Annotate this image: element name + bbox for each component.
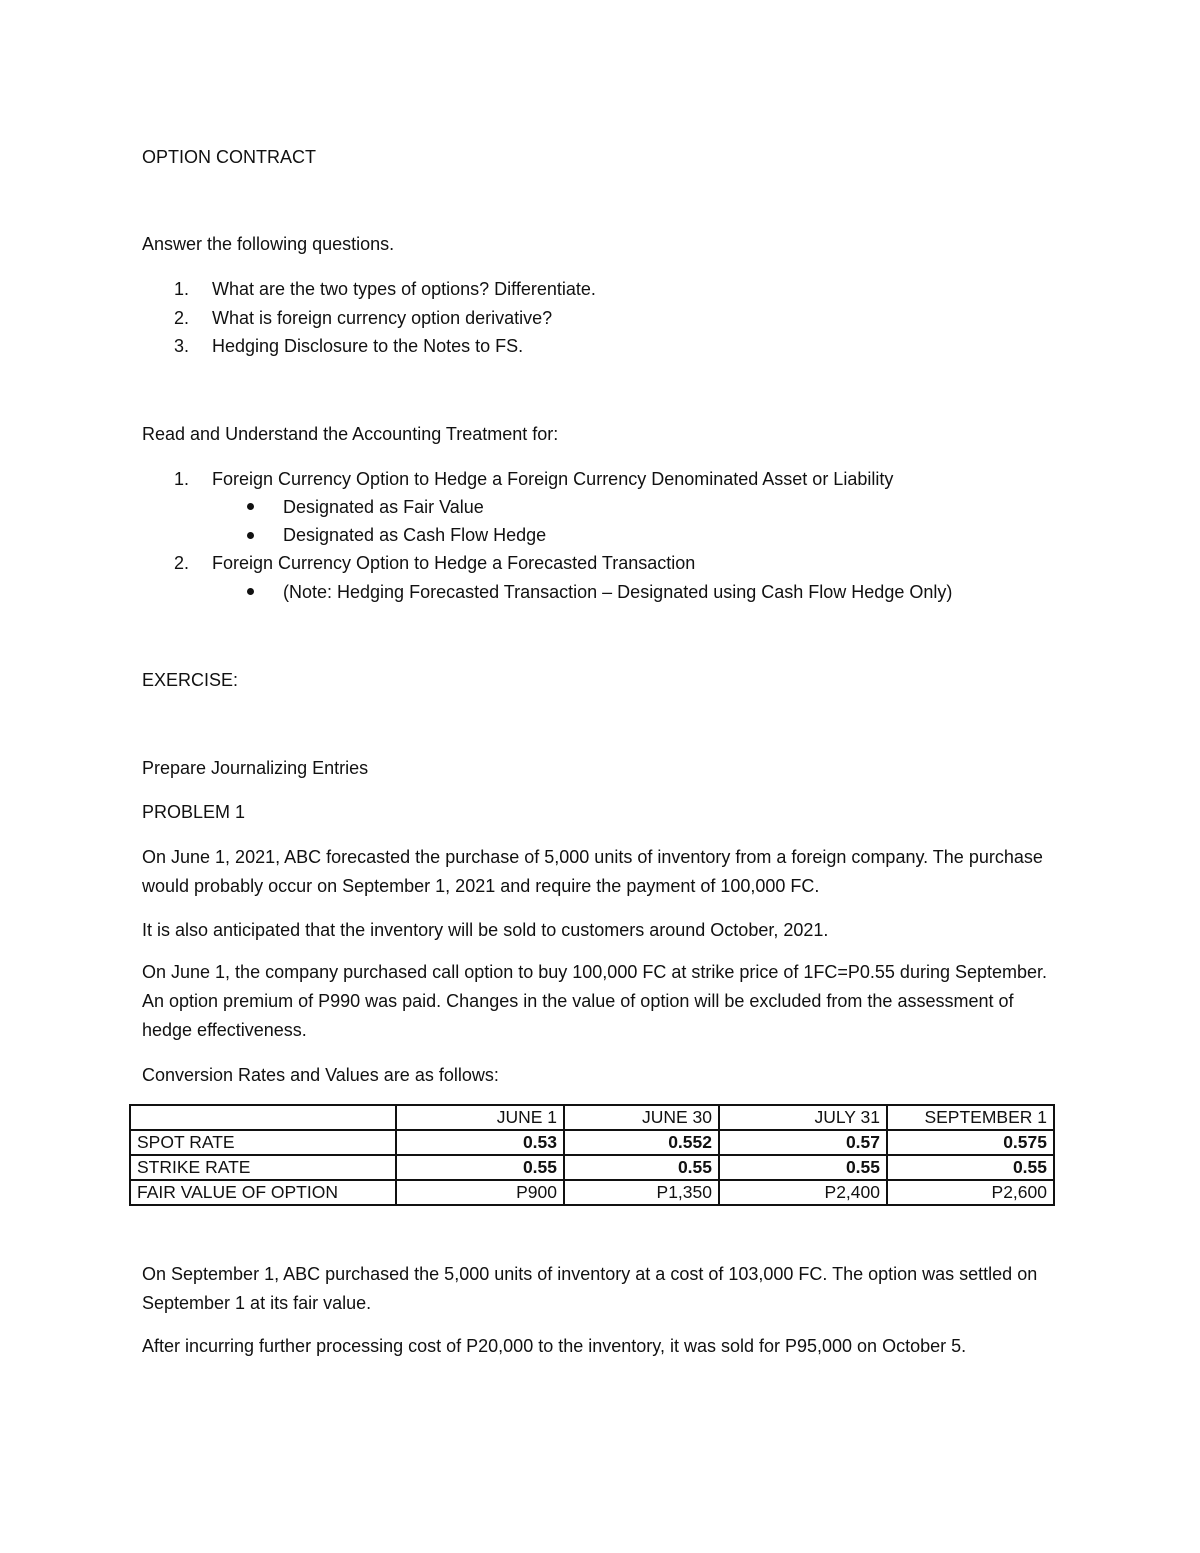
question-number: 2. bbox=[174, 308, 190, 328]
reading-subitem: (Note: Hedging Forecasted Transaction – Designated using Cash Flow Hedge Only) bbox=[283, 582, 953, 602]
table-header-cell bbox=[130, 1105, 396, 1130]
table-cell: 0.55 bbox=[719, 1155, 887, 1180]
reading-subitem: Designated as Fair Value bbox=[283, 497, 484, 517]
table-cell: 0.55 bbox=[396, 1155, 564, 1180]
bullet-icon bbox=[247, 503, 254, 510]
problem-paragraph: It is also anticipated that the inventory will be sold to customers around October, 2021. bbox=[142, 920, 829, 940]
problem-paragraph: On June 1, 2021, ABC forecasted the purchase of 5,000 units of inventory from a foreign company. The purchase would probably occur on September 1, 2021 and require the payment of 100,000 FC. bbox=[142, 847, 1043, 896]
question-number: 1. bbox=[174, 279, 190, 299]
table-cell: P900 bbox=[396, 1180, 564, 1205]
questions-intro: Answer the following questions. bbox=[142, 234, 395, 254]
table-cell: 0.575 bbox=[887, 1130, 1054, 1155]
conversion-rates-table bbox=[129, 1104, 1055, 1206]
table-header-row bbox=[130, 1105, 1054, 1130]
reading-item-text: Foreign Currency Option to Hedge a Forecasted Transaction bbox=[212, 553, 696, 573]
row-label: FAIR VALUE OF OPTION bbox=[130, 1180, 396, 1205]
table-header-cell: JULY 31 bbox=[719, 1105, 887, 1130]
question-text: Hedging Disclosure to the Notes to FS. bbox=[212, 336, 524, 356]
reading-subitem: Designated as Cash Flow Hedge bbox=[283, 525, 547, 545]
reading-intro: Read and Understand the Accounting Treatment for: bbox=[142, 424, 559, 444]
closing-paragraph: On September 1, ABC purchased the 5,000 units of inventory at a cost of 103,000 FC. The option was settled on September 1 at its fair value. bbox=[142, 1264, 1038, 1313]
table-row bbox=[130, 1180, 1054, 1205]
table-cell: 0.552 bbox=[564, 1130, 719, 1155]
table-cell: 0.57 bbox=[719, 1130, 887, 1155]
exercise-heading: EXERCISE: bbox=[142, 670, 239, 690]
table-row bbox=[130, 1130, 1054, 1155]
table-cell: P2,400 bbox=[719, 1180, 887, 1205]
row-label: STRIKE RATE bbox=[130, 1155, 396, 1180]
table-cell: 0.55 bbox=[564, 1155, 719, 1180]
closing-paragraph: After incurring further processing cost of P20,000 to the inventory, it was sold for P95,000 on October 5. bbox=[142, 1336, 967, 1356]
table-row bbox=[130, 1155, 1054, 1180]
table-cell: 0.53 bbox=[396, 1130, 564, 1155]
table-header-cell: SEPTEMBER 1 bbox=[887, 1105, 1054, 1130]
reading-item-text: Foreign Currency Option to Hedge a Foreign Currency Denominated Asset or Liability bbox=[212, 469, 894, 489]
question-text: What are the two types of options? Differentiate. bbox=[212, 279, 596, 299]
bullet-icon bbox=[247, 532, 254, 539]
problem-heading: PROBLEM 1 bbox=[142, 802, 246, 822]
table-cell: P2,600 bbox=[887, 1180, 1054, 1205]
table-header-cell: JUNE 1 bbox=[396, 1105, 564, 1130]
bullet-icon bbox=[247, 588, 254, 595]
table-cell: 0.55 bbox=[887, 1155, 1054, 1180]
question-number: 3. bbox=[174, 336, 190, 356]
question-text: What is foreign currency option derivative? bbox=[212, 308, 553, 328]
reading-item-number: 1. bbox=[174, 469, 190, 489]
row-label: SPOT RATE bbox=[130, 1130, 396, 1155]
problem-paragraph: On June 1, the company purchased call option to buy 100,000 FC at strike price of 1FC=P0.55 during September. An option premium of P990 was paid. Changes in the value of option will be excluded from the assessment of hedge effectiveness. bbox=[142, 962, 1048, 1040]
journal-heading: Prepare Journalizing Entries bbox=[142, 758, 369, 778]
reading-item-number: 2. bbox=[174, 553, 190, 573]
document-title: OPTION CONTRACT bbox=[142, 147, 316, 167]
table-header-cell: JUNE 30 bbox=[564, 1105, 719, 1130]
table-intro: Conversion Rates and Values are as follows: bbox=[142, 1065, 499, 1085]
table-cell: P1,350 bbox=[564, 1180, 719, 1205]
